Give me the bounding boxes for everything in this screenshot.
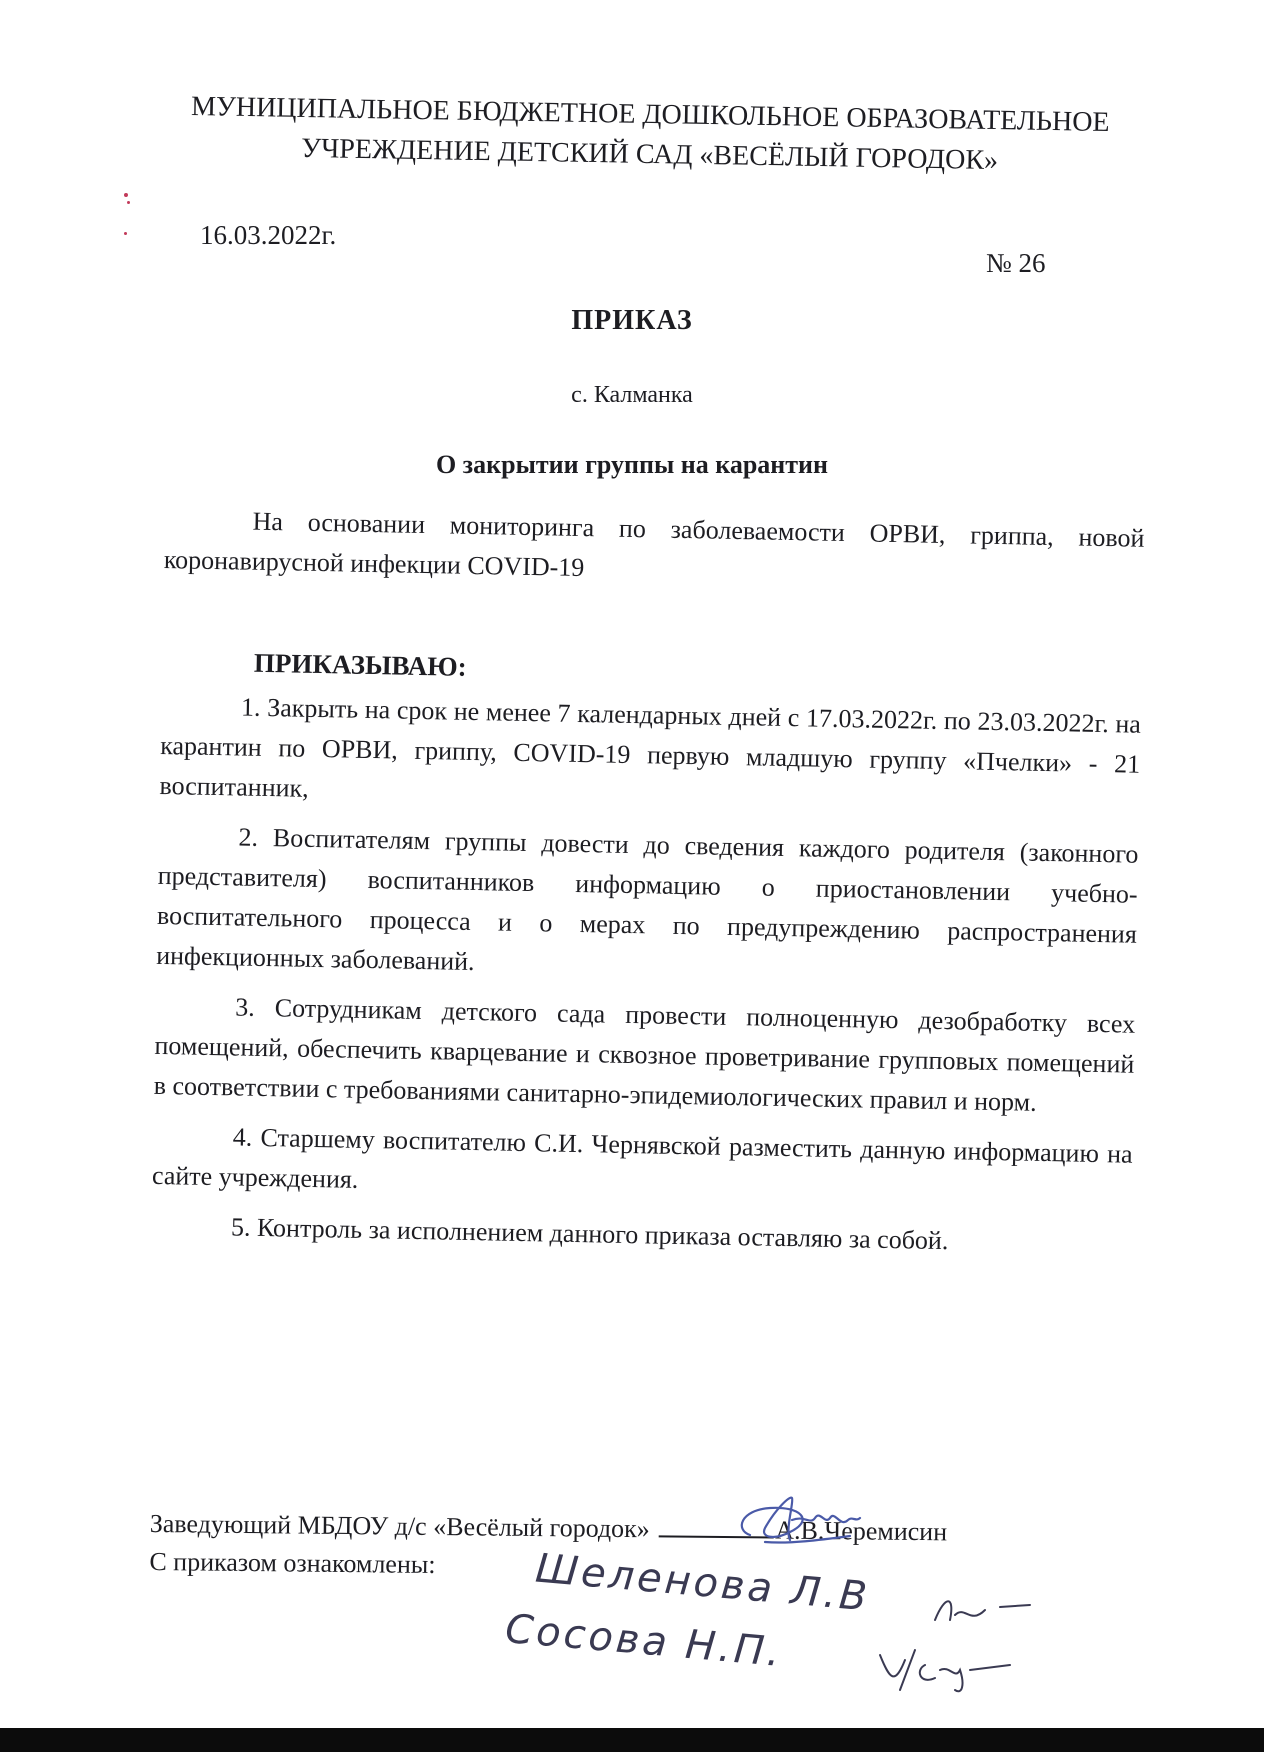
scan-edge-bar — [0, 1728, 1264, 1752]
acquainted-entry-1: Шеленова Л.В — [533, 1545, 872, 1621]
acquainted-signature-1 — [930, 1585, 1040, 1635]
order-item-5: 5. Контроль за исполнением данного приказа оставляю за собой. — [230, 1212, 949, 1256]
order-item-4: 4. Старшему воспитателю С.И. Чернявской разместить данную информацию на сайте учреждения. — [151, 1122, 1133, 1194]
handwritten-signature — [730, 1490, 870, 1560]
document-subject: О закрытии группы на карантин — [435, 450, 829, 479]
scan-speck — [127, 201, 130, 204]
order-number: № 26 — [986, 248, 1046, 278]
acquainted-entry-2: Сосова Н.П. — [503, 1605, 785, 1677]
organization-line-2: УЧРЕЖДЕНИЕ ДЕТСКИЙ САД «ВЕСЁЛЫЙ ГОРОДОК» — [301, 132, 999, 177]
order-item-3: 3. Сотрудникам детского сада провести полноценную дезобработку всех помещений, обеспечить кварцевание и сквозное проветривание групповых помещений в соответствии с требованиями санитарно-эпидемиологических правил и норм. — [153, 992, 1136, 1117]
acquainted-label: С приказом ознакомлены: — [149, 1546, 436, 1579]
document-body — [151, 500, 1145, 1265]
organization-header — [149, 86, 1150, 183]
document-title: ПРИКАЗ — [571, 305, 693, 336]
signer-position: Заведующий МБДОУ д/с «Весёлый городок» — [149, 1508, 650, 1544]
document-place: с. Калманка — [571, 382, 693, 408]
acquainted-signature-2 — [870, 1640, 1030, 1700]
basis-paragraph: На основании мониторинга по заболеваемости ОРВИ, гриппа, новой коронавирусной инфекции COVID-19 — [163, 506, 1145, 583]
order-heading: ПРИКАЗЫВАЮ: — [253, 647, 468, 682]
order-date: 16.03.2022г. — [200, 220, 337, 250]
organization-line-1: МУНИЦИПАЛЬНОЕ БЮДЖЕТНОЕ ДОШКОЛЬНОЕ ОБРАЗОВАТЕЛЬНОЕ — [190, 90, 1110, 139]
signer-name: А.В.Черемисин — [775, 1515, 948, 1547]
order-item-1: 1. Закрыть на срок не менее 7 календарных дней с 17.03.2022г. по 23.03.2022г. на карантин по ОРВИ, гриппу, COVID-19 первую младшую группу «Пчелки» - 21 воспитанник, — [159, 692, 1142, 803]
scan-speck — [124, 193, 128, 197]
scan-speck — [124, 232, 127, 235]
order-item-2: 2. Воспитателям группы довести до сведения каждого родителя (законного представителя) воспитанников информацию о приостановлении учебно-воспитательного процесса и о мерах по предупреждению распространения инфекционных заболеваний. — [155, 822, 1139, 977]
